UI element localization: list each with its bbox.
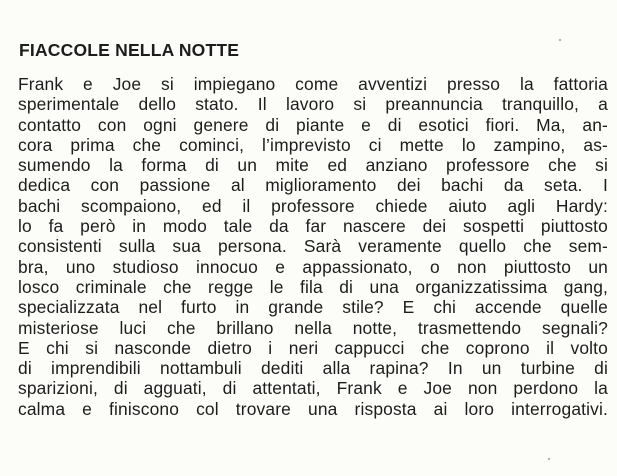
text-line: bachi scompaiono, ed il professore chiede aiuto agli Hardy: xyxy=(18,195,608,216)
text-line: consistenti sulla sua persona. Sarà veramente quello che sem- xyxy=(18,236,608,257)
book-title: FIACCOLE NELLA NOTTE xyxy=(19,40,240,60)
text-line: E chi si nasconde dietro i neri cappucci che coprono il volto xyxy=(18,337,608,358)
text-line: specializzata nel furto in grande stile? E chi accende quelle xyxy=(18,297,608,318)
text-line: cora prima che cominci, l’imprevisto ci mette lo zampino, as- xyxy=(18,134,608,155)
paper-speck xyxy=(559,39,561,41)
text-line: dedica con passione al miglioramento dei bachi da seta. I xyxy=(18,175,608,196)
text-line: losco criminale che regge le fila di una organizzatissima gang, xyxy=(18,276,608,297)
text-line: Frank e Joe si impiegano come avventizi presso la fattoria xyxy=(18,74,608,94)
text-line: calma e finiscono col trovare una risposta ai loro interrogativi. xyxy=(18,398,608,419)
text-line: sperimentale dello stato. Il lavoro si preannuncia tranquillo, a xyxy=(18,94,608,115)
text-line: sumendo la forma di un mite ed anziano professore che si xyxy=(18,155,608,176)
text-line: contatto con ogni genere di piante e di esotici fiori. Ma, an- xyxy=(18,114,608,135)
text-line: lo fa però in modo tale da far nascere dei sospetti piuttosto xyxy=(18,216,608,237)
text-line: bra, uno studioso innocuo e appassionato, o non piuttosto un xyxy=(18,256,608,277)
text-line: misteriose luci che brillano nella notte, trasmettendo segnali? xyxy=(18,317,608,338)
text-line: sparizioni, di agguati, di attentati, Frank e Joe non perdono la xyxy=(18,378,608,399)
description-text xyxy=(18,74,608,419)
text-line: di imprendibili nottambuli dediti alla rapina? In un turbine di xyxy=(18,358,608,379)
paper-speck xyxy=(548,458,550,460)
